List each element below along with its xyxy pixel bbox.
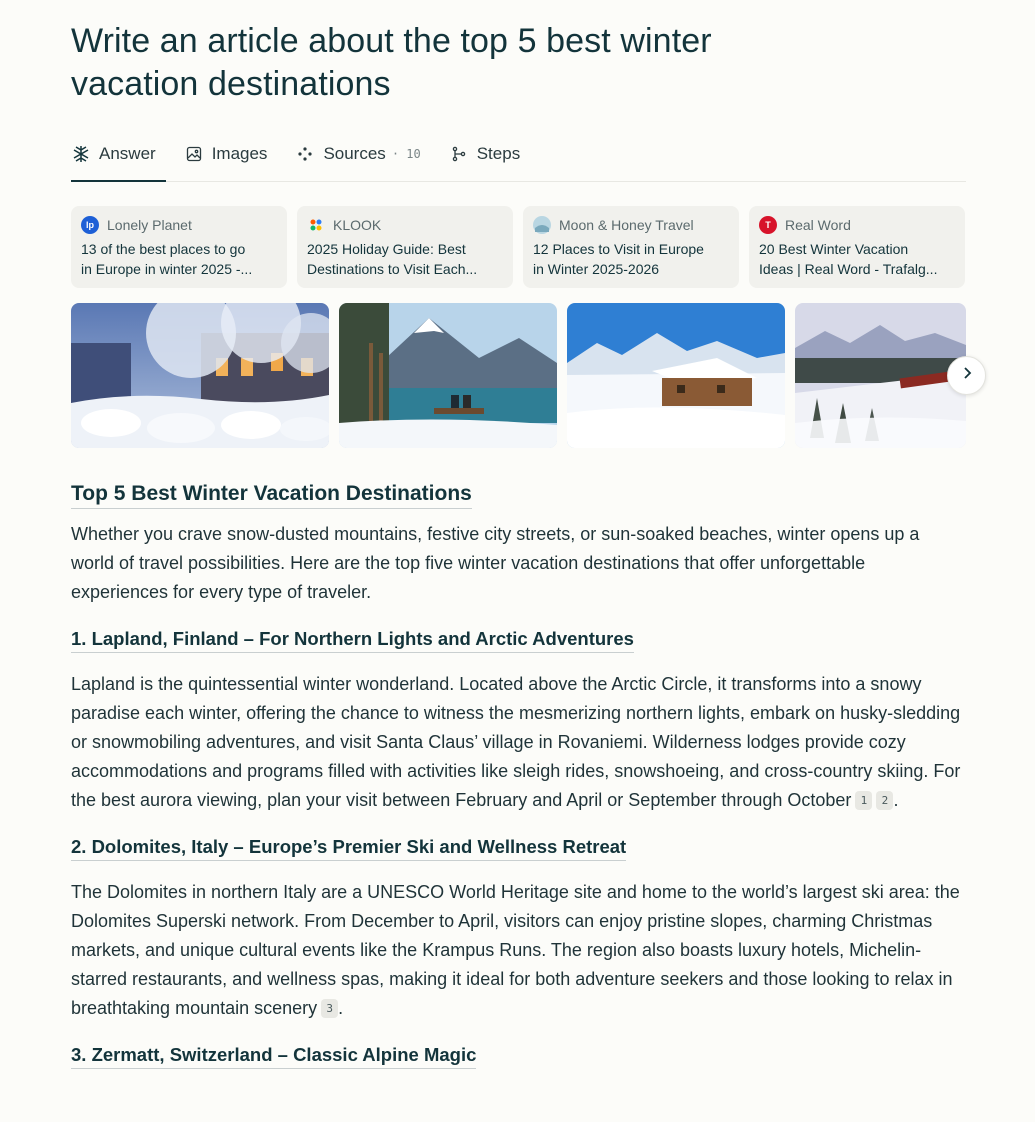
section-body-dolomites: The Dolomites in northern Italy are a UNESCO World Heritage site and home to the world’s largest ski area: the Dolomites Superski network. From December to April, visitors can enjoy pristine slopes, charming Christmas markets, and unique cultural events like the Krampus Runs. The region also boasts luxury hotels, Michelin-starred restaurants, and wellness spas, making it ideal for both adventure seekers and those looking to relax in breathtaking mountain scenery 3 .	[71, 882, 960, 1018]
tab-answer[interactable]	[71, 130, 156, 178]
sources-count: · 10	[391, 147, 421, 161]
source-card-moon-honey[interactable]	[523, 206, 739, 288]
source-title	[307, 239, 503, 279]
section-heading-zermatt: 3. Zermatt, Switzerland – Classic Alpine Magic	[71, 1042, 476, 1069]
tab-images-label: Images	[211, 144, 268, 163]
answer-panel	[71, 0, 966, 1069]
tab-images[interactable]	[184, 130, 268, 178]
section-heading-lapland: 1. Lapland, Finland – For Northern Lights and Arctic Adventures	[71, 626, 634, 653]
image-strip	[71, 303, 966, 448]
tab-answer-label: Answer	[99, 144, 156, 163]
source-title-line: 20 Best Winter Vacation	[759, 241, 909, 257]
image-winter-train[interactable]	[795, 303, 966, 448]
article-heading: Top 5 Best Winter Vacation Destinations	[71, 480, 472, 509]
source-title-line: Ideas | Real Word - Trafalg...	[759, 261, 938, 277]
source-title	[81, 239, 277, 279]
klook-favicon-icon	[307, 216, 325, 234]
article-intro: Whether you crave snow-dusted mountains, festive city streets, or sun-soaked beaches, winter opens up a world of travel possibilities. Here are the top five winter vacation destinations that offer unforgettable experiences for every type of traveler.	[71, 524, 920, 602]
citation-badge[interactable]: 1	[855, 791, 872, 810]
tab-sources-label: Sources	[323, 144, 386, 163]
source-card-lonely-planet[interactable]	[71, 206, 287, 288]
query-title-line-2: vacation destinations	[71, 65, 391, 103]
tab-steps[interactable]	[449, 130, 520, 178]
source-card-klook[interactable]	[297, 206, 513, 288]
source-title	[533, 239, 729, 279]
section-body-lapland: Lapland is the quintessential winter wonderland. Located above the Arctic Circle, it transforms into a snowy paradise each winter, offering the chance to witness the mesmerizing northern lights, embark on husky-sledding or snowmobiling adventures, and visit Santa Claus’ village in Rovaniemi. Wilderness lodges provide cozy accommodations and programs filled with activities like sleigh rides, snowshoeing, and cross-country skiing. For the best aurora viewing, plan your visit between February and April or September through October 1 2 .	[71, 674, 961, 810]
query-title-line-1: Write an article about the top 5 best winter	[71, 22, 712, 60]
source-title-line: Destinations to Visit Each...	[307, 261, 478, 277]
source-title-line: 2025 Holiday Guide: Best	[307, 241, 466, 257]
image-carousel-next-button[interactable]	[947, 356, 986, 395]
source-title-line: 12 Places to Visit in Europe	[533, 241, 704, 257]
source-title-line: in Europe in winter 2025 -...	[81, 261, 253, 277]
steps-icon	[449, 144, 469, 164]
sources-icon	[295, 144, 315, 164]
moon-honey-favicon-icon	[533, 216, 551, 234]
source-cards	[71, 206, 966, 288]
source-card-real-word[interactable]	[749, 206, 965, 288]
article-body	[71, 480, 966, 1069]
source-title-line: in Winter 2025-2026	[533, 261, 660, 277]
tab-steps-label: Steps	[476, 144, 521, 163]
source-site: Moon & Honey Travel	[559, 217, 694, 233]
image-snowy-street[interactable]	[71, 303, 329, 448]
image-mountain-lake[interactable]	[339, 303, 557, 448]
real-word-favicon-icon: T	[759, 216, 777, 234]
image-snow-cabin[interactable]	[567, 303, 785, 448]
citation-badge[interactable]: 3	[321, 999, 338, 1018]
section-heading-dolomites: 2. Dolomites, Italy – Europe’s Premier Ski and Wellness Retreat	[71, 834, 626, 861]
chevron-right-icon	[961, 366, 973, 385]
source-title	[759, 239, 955, 279]
answer-icon	[71, 144, 91, 164]
section-body-text: The Dolomites in northern Italy are a UNESCO World Heritage site and home to the world’s largest ski area: the Dolomites Superski network. From December to April, visitors can enjoy pristine slopes, charming Christmas markets, and unique cultural events like the Krampus Runs. The region also boasts luxury hotels, Michelin-starred restaurants, and wellness spas, making it ideal for both adventure seekers and those looking to relax in breathtaking mountain scenery	[71, 882, 960, 1018]
source-site: Real Word	[785, 217, 851, 233]
lonely-planet-favicon-icon: lp	[81, 216, 99, 234]
source-title-line: 13 of the best places to go	[81, 241, 246, 257]
image-icon	[184, 144, 204, 164]
citation-badge[interactable]: 2	[876, 791, 893, 810]
tab-sources[interactable]	[295, 130, 420, 178]
section-body-text: Lapland is the quintessential winter wonderland. Located above the Arctic Circle, it transforms into a snowy paradise each winter, offering the chance to witness the mesmerizing northern lights, embark on husky-sledding or snowmobiling adventures, and visit Santa Claus’ village in Rovaniemi. Wilderness lodges provide cozy accommodations and programs filled with activities like sleigh rides, snowshoeing, and cross-country skiing. For the best aurora viewing, plan your visit between February and April or September through October	[71, 674, 961, 810]
result-tabs	[71, 130, 966, 182]
query-title	[71, 20, 966, 106]
source-site: KLOOK	[333, 217, 382, 233]
source-site: Lonely Planet	[107, 217, 192, 233]
